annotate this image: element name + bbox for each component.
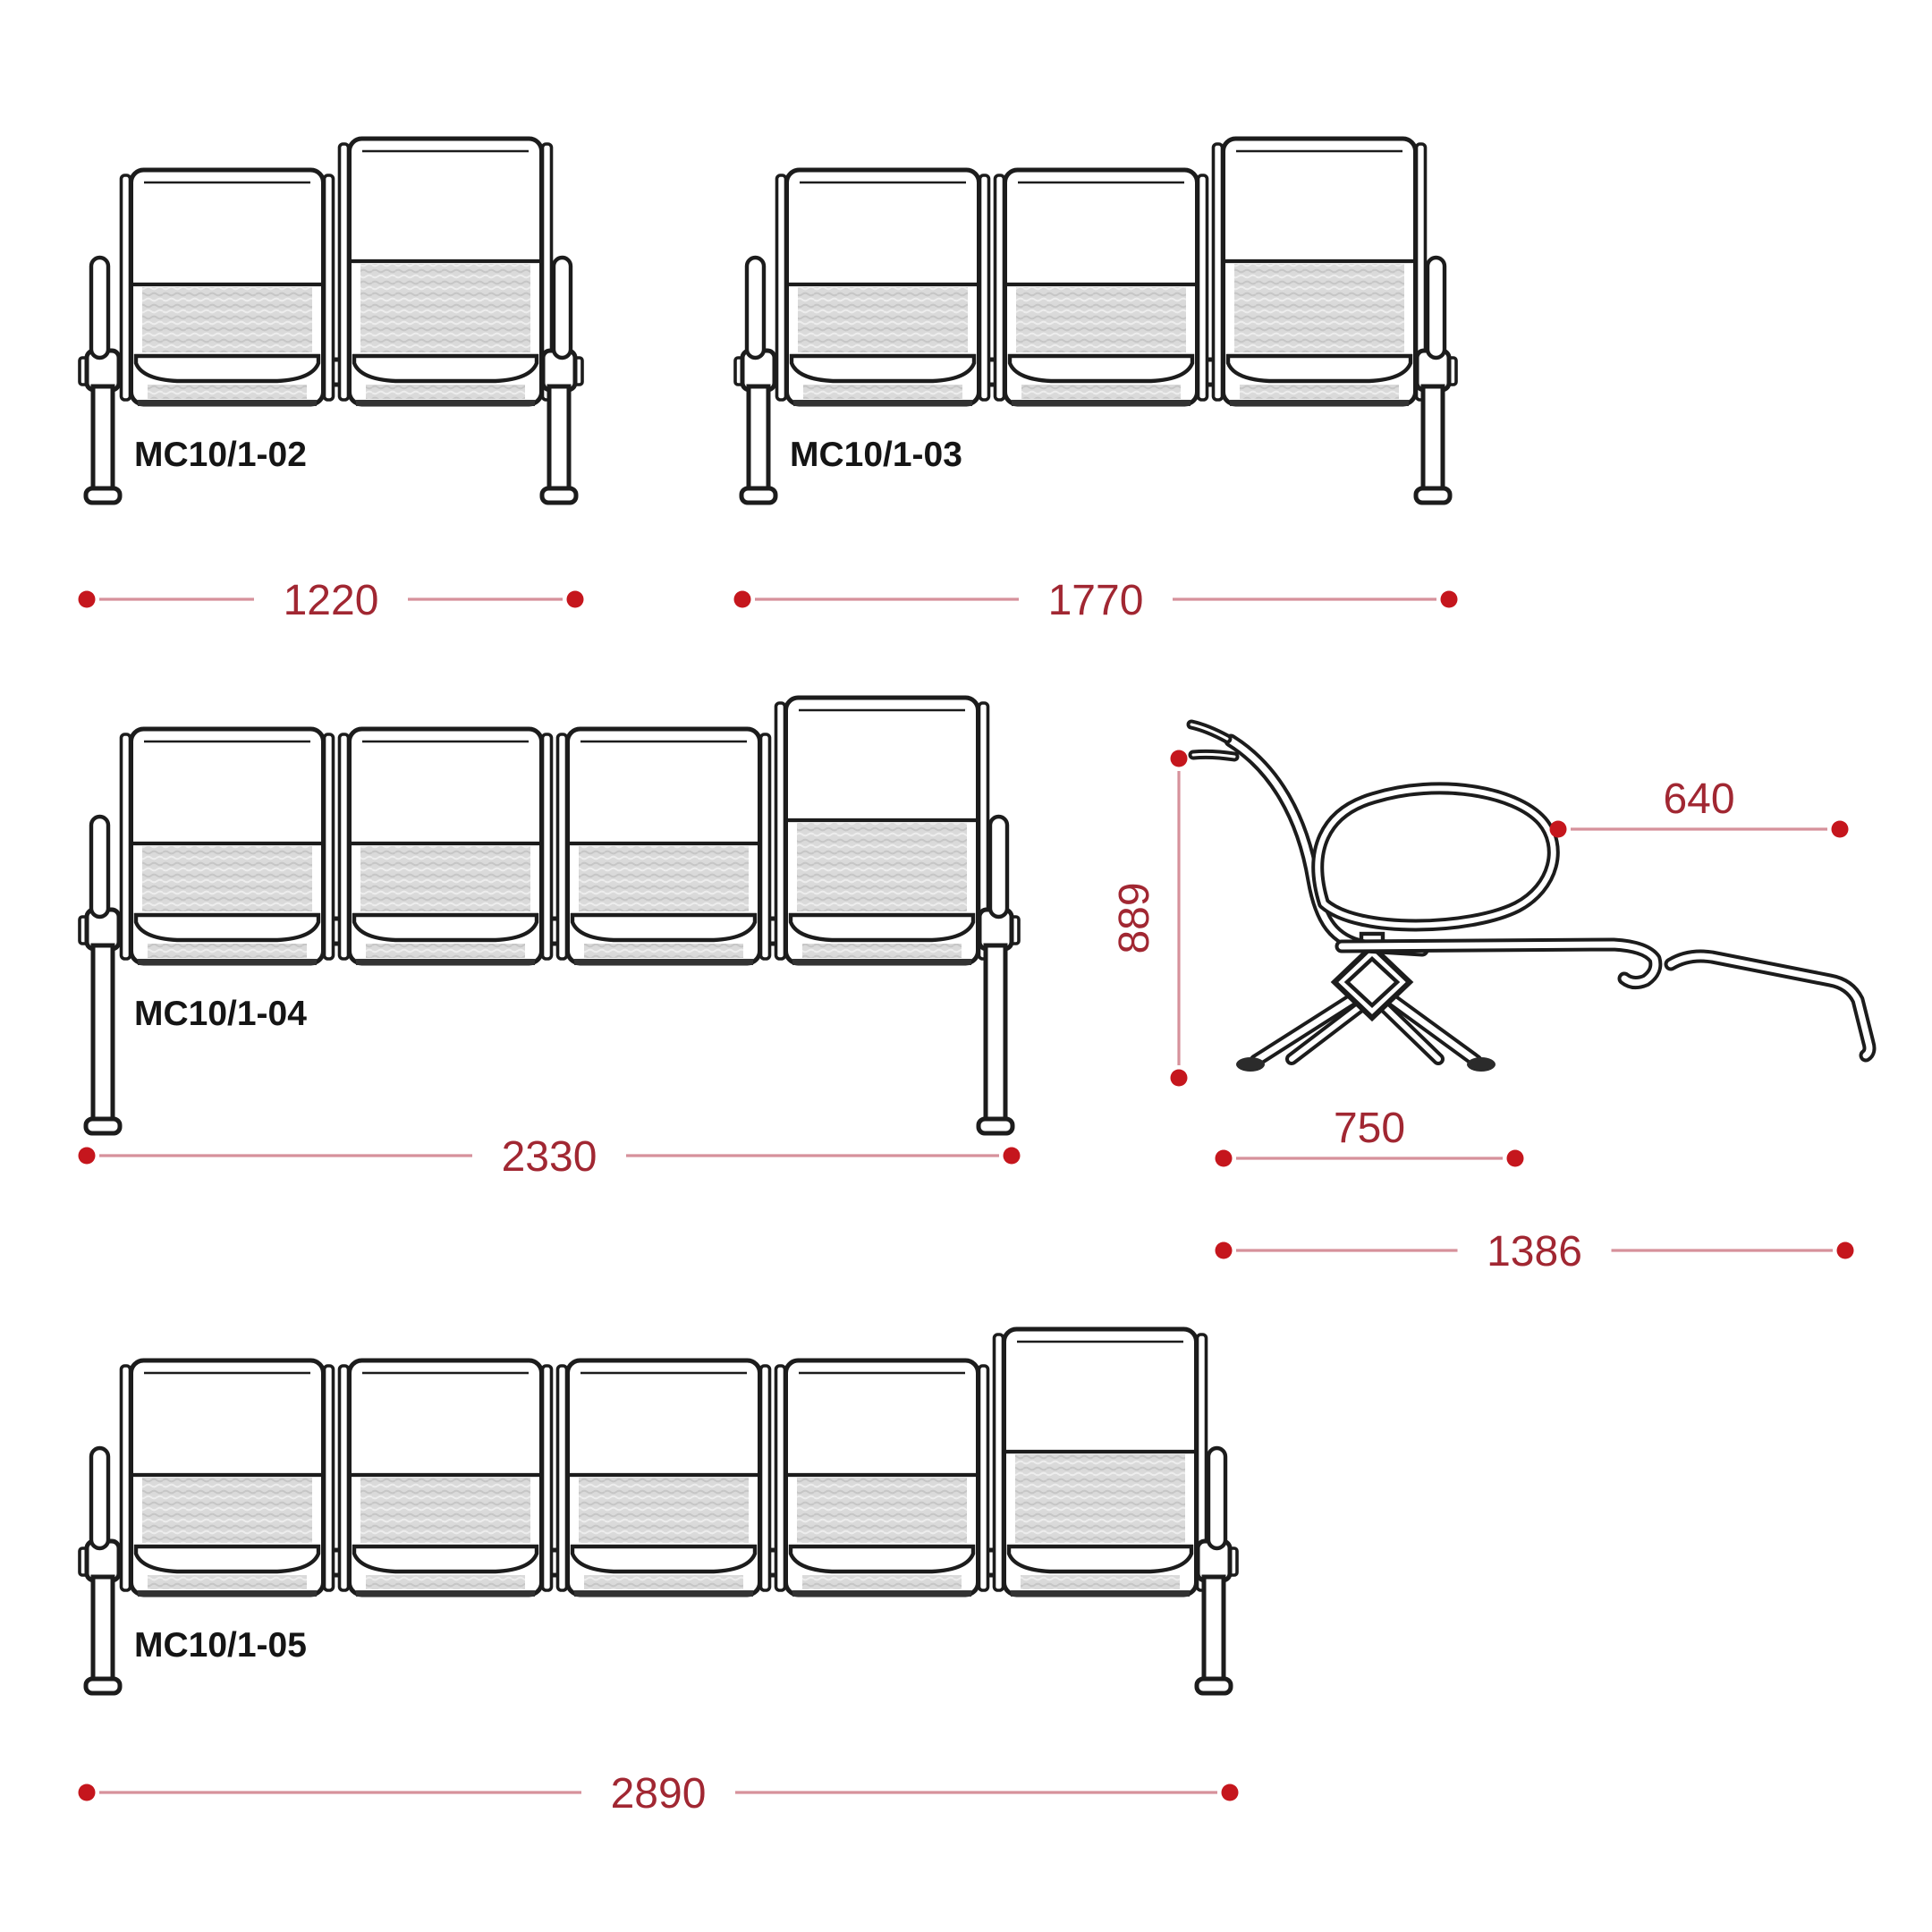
seat-mesh-strip bbox=[1021, 385, 1181, 399]
dim-value: 1386 bbox=[1487, 1228, 1582, 1275]
dim-value: 640 bbox=[1663, 775, 1735, 823]
dim-endpoint-dot bbox=[1837, 1242, 1854, 1259]
seat-bottom-bar bbox=[1012, 400, 1191, 406]
backrest-mesh bbox=[1015, 1454, 1185, 1543]
seat-bottom-bar bbox=[1011, 1590, 1190, 1597]
seat-mesh-strip bbox=[148, 385, 307, 399]
folded-seat-pan bbox=[354, 356, 537, 381]
seat-bottom-bar bbox=[356, 400, 535, 406]
dim-endpoint-dot bbox=[79, 1148, 96, 1165]
dim-endpoint-dot bbox=[79, 591, 96, 608]
backrest-mesh bbox=[142, 287, 312, 352]
seat-pan bbox=[1010, 356, 1192, 381]
seat-pan bbox=[354, 915, 537, 940]
leg-foot-right bbox=[542, 488, 576, 503]
dim-value: 2890 bbox=[610, 1770, 707, 1818]
dim-endpoint-dot bbox=[1222, 1784, 1239, 1801]
dim-value: 1220 bbox=[283, 577, 379, 624]
leg-foot-right bbox=[1197, 1679, 1231, 1693]
seat bbox=[776, 1360, 988, 1597]
leg-left bbox=[93, 945, 113, 1121]
backrest-mesh bbox=[797, 1478, 967, 1543]
seat bbox=[996, 170, 1208, 406]
backrest-mesh bbox=[360, 264, 530, 352]
dim-value: 2330 bbox=[501, 1133, 597, 1181]
seat-bottom-bar bbox=[138, 959, 317, 965]
model-label: MC10/1-05 bbox=[134, 1626, 307, 1665]
seat-pan bbox=[792, 356, 974, 381]
leg-foot-left bbox=[86, 1679, 120, 1693]
seat-bottom-bar bbox=[138, 1590, 317, 1597]
dim-endpoint-dot bbox=[1171, 750, 1188, 767]
seat-mesh-strip bbox=[148, 944, 307, 958]
seat-mesh-strip bbox=[802, 944, 962, 958]
armrest-right bbox=[1428, 258, 1445, 358]
folded-seat-pan bbox=[1228, 356, 1411, 381]
dim-endpoint-dot bbox=[1507, 1150, 1524, 1167]
seat-pan bbox=[572, 915, 755, 940]
folded-seat-pan bbox=[791, 915, 973, 940]
dim-endpoint-dot bbox=[1216, 1242, 1233, 1259]
seat bbox=[777, 170, 989, 406]
tip-up-seat bbox=[1214, 139, 1426, 406]
leg-left bbox=[93, 1577, 113, 1681]
armrest-left bbox=[91, 258, 108, 358]
seat bbox=[122, 729, 334, 965]
seat-pan bbox=[572, 1546, 755, 1572]
model-label: MC10/1-04 bbox=[134, 995, 307, 1033]
leg-foot-left bbox=[86, 1119, 120, 1133]
seat-bottom-bar bbox=[574, 1590, 753, 1597]
dim-value: 1770 bbox=[1047, 577, 1144, 624]
leg-foot-right bbox=[1416, 488, 1450, 503]
seat-mesh-strip bbox=[366, 944, 525, 958]
armrest-left bbox=[91, 817, 108, 917]
folded-seat-pan bbox=[1009, 1546, 1191, 1572]
dim-value: 750 bbox=[1333, 1105, 1406, 1152]
seat bbox=[340, 729, 552, 965]
model-label: MC10/1-02 bbox=[134, 436, 307, 474]
dim-endpoint-dot bbox=[1216, 1150, 1233, 1167]
seat-bottom-bar bbox=[574, 959, 753, 965]
seat-bottom-bar bbox=[793, 400, 972, 406]
armrest-right bbox=[1208, 1448, 1225, 1548]
backrest-mesh bbox=[360, 846, 530, 911]
backrest-mesh bbox=[579, 1478, 749, 1543]
armrest-right bbox=[990, 817, 1007, 917]
seat bbox=[558, 729, 770, 965]
leg-right bbox=[549, 386, 569, 490]
backrest-mesh bbox=[1234, 264, 1404, 352]
chair-foot-right bbox=[1467, 1057, 1496, 1072]
seat-mesh-strip bbox=[148, 1575, 307, 1589]
seat-pan bbox=[791, 1546, 973, 1572]
seat-bottom-bar bbox=[792, 959, 971, 965]
dim-endpoint-dot bbox=[1004, 1148, 1021, 1165]
seat-mesh-strip bbox=[802, 1575, 962, 1589]
backrest-mesh bbox=[798, 287, 968, 352]
dim-endpoint-dot bbox=[1171, 1070, 1188, 1087]
seat-mesh-strip bbox=[366, 1575, 525, 1589]
leg-right bbox=[986, 945, 1005, 1121]
dim-endpoint-dot bbox=[734, 591, 751, 608]
seat bbox=[558, 1360, 770, 1597]
leg-left bbox=[749, 386, 768, 490]
dim-endpoint-dot bbox=[1832, 821, 1849, 838]
seat-pan bbox=[136, 1546, 318, 1572]
backrest-mesh bbox=[142, 846, 312, 911]
dim-endpoint-dot bbox=[1550, 821, 1567, 838]
chair-foot-left bbox=[1236, 1057, 1265, 1072]
seat bbox=[340, 1360, 552, 1597]
seat-bottom-bar bbox=[356, 959, 535, 965]
seat-bottom-bar bbox=[138, 400, 317, 406]
seat-bottom-bar bbox=[356, 1590, 535, 1597]
dim-value: 889 bbox=[1111, 882, 1158, 954]
tip-up-seat bbox=[776, 698, 988, 965]
armrest-left bbox=[91, 1448, 108, 1548]
armrest-right bbox=[554, 258, 571, 358]
seat bbox=[122, 1360, 334, 1597]
leg-foot-left bbox=[86, 488, 120, 503]
dim-endpoint-dot bbox=[79, 1784, 96, 1801]
leg-foot-left bbox=[741, 488, 775, 503]
seat-mesh-strip bbox=[1021, 1575, 1180, 1589]
seat-pan bbox=[136, 356, 318, 381]
seat-pan bbox=[354, 1546, 537, 1572]
seat bbox=[122, 170, 334, 406]
backrest-mesh bbox=[1016, 287, 1186, 352]
leg-right bbox=[1423, 386, 1443, 490]
backrest-mesh bbox=[797, 823, 967, 911]
seat-mesh-strip bbox=[584, 1575, 743, 1589]
dim-endpoint-dot bbox=[567, 591, 584, 608]
seat-mesh-strip bbox=[1240, 385, 1399, 399]
armrest-left bbox=[747, 258, 764, 358]
seat-pan bbox=[136, 915, 318, 940]
seat-mesh-strip bbox=[584, 944, 743, 958]
seat-mesh-strip bbox=[803, 385, 962, 399]
leg-left bbox=[93, 386, 113, 490]
seat-bottom-bar bbox=[1230, 400, 1409, 406]
backrest-mesh bbox=[579, 846, 749, 911]
tip-up-seat bbox=[995, 1329, 1207, 1597]
dim-endpoint-dot bbox=[1441, 591, 1458, 608]
tip-up-seat bbox=[340, 139, 552, 406]
backrest-mesh bbox=[142, 1478, 312, 1543]
backrest-mesh bbox=[360, 1478, 530, 1543]
model-label: MC10/1-03 bbox=[790, 436, 962, 474]
seat-bottom-bar bbox=[792, 1590, 971, 1597]
leg-foot-right bbox=[979, 1119, 1013, 1133]
seat-mesh-strip bbox=[366, 385, 525, 399]
leg-right bbox=[1204, 1577, 1224, 1681]
